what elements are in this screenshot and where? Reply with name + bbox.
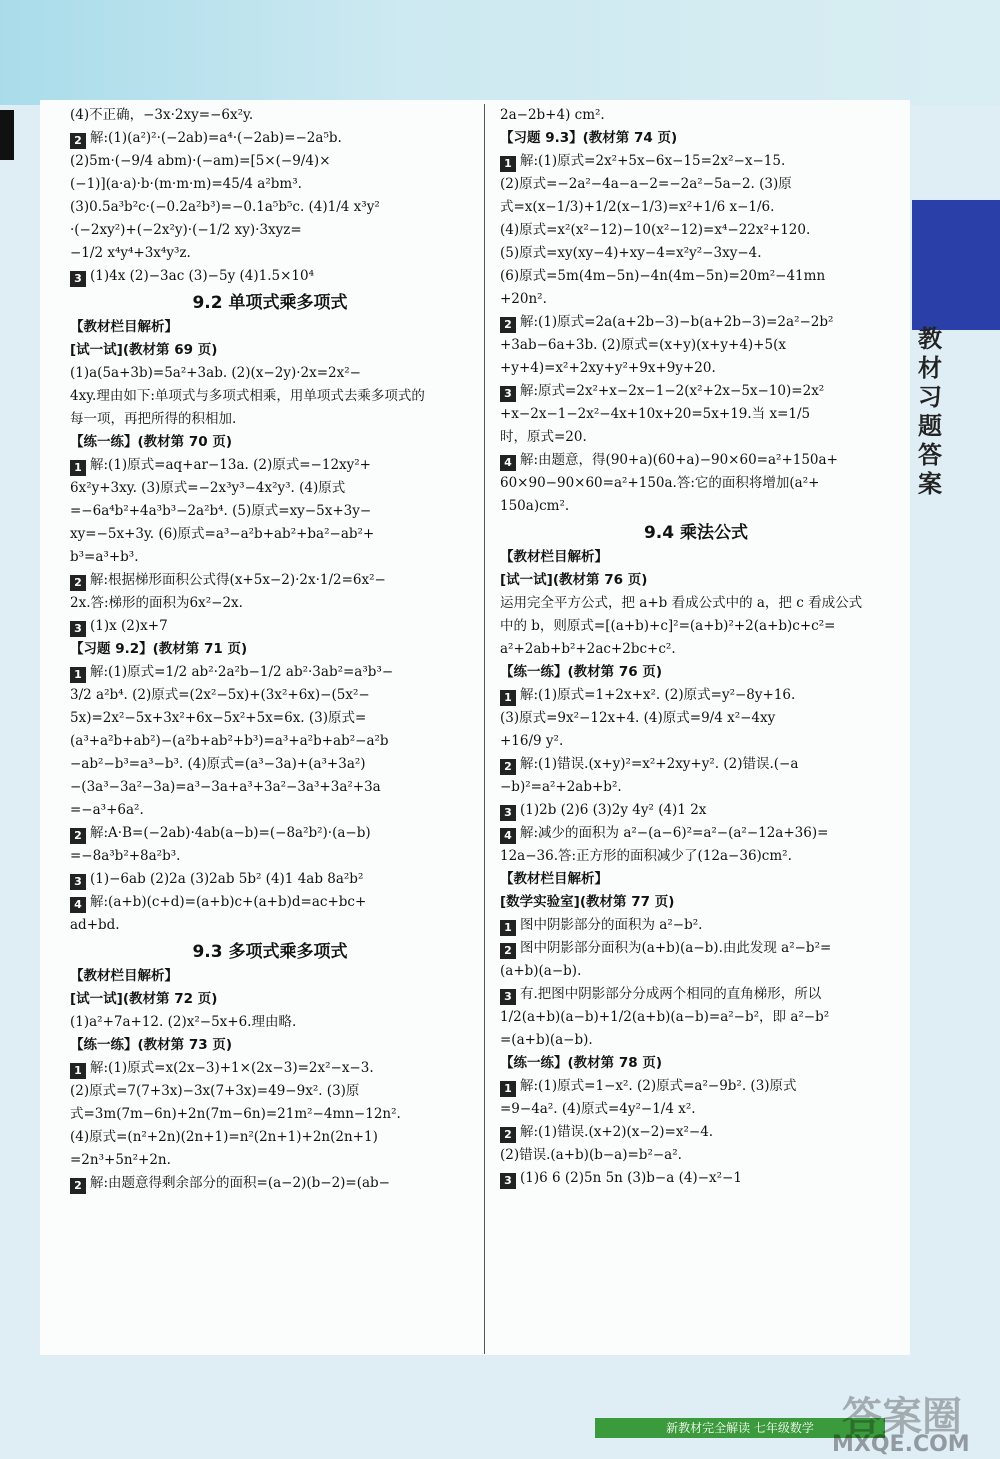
subsection-label: [试一试](教材第 76 页) (500, 572, 648, 588)
question-number-badge: 3 (500, 805, 516, 821)
text-line: +x−2x−1−2x²−4x+10x+20=5x+19.当 x=1/5 (500, 406, 811, 422)
text-line: 150a)cm². (500, 498, 570, 514)
question-number-badge: 3 (500, 386, 516, 402)
text-line: ad+bd. (70, 917, 120, 933)
text-line: xy=−5x+3y. (6)原式=a³−a²b+ab²+ba²−ab²+ (70, 526, 375, 542)
question-number-badge: 3 (70, 621, 86, 637)
text-line: a²+2ab+b²+2ac+2bc+c². (500, 641, 676, 657)
left-column (70, 104, 470, 1195)
subsection-label: 【教材栏目解析】 (500, 871, 608, 887)
text-line: (1)a(5a+3b)=5a²+3ab. (2)(x−2y)·2x=2x²− (70, 365, 361, 381)
subsection-label: 【练一练】(教材第 70 页) (70, 434, 233, 450)
text-line: +16/9 y². (500, 733, 564, 749)
answer-text: (1)2b (2)6 (3)2y 4y² (4)1 2x (520, 802, 707, 818)
answer-text: 解:(1)原式=1+2x+x². (2)原式=y²−8y+16. (520, 687, 796, 703)
answer-text: 解:(1)错误.(x+y)²=x²+2xy+y². (2)错误.(−a (520, 756, 799, 772)
text-line: (6)原式=5m(4m−5n)−4n(4m−5n)=20m²−41mn (500, 268, 826, 284)
question-number-badge: 1 (500, 920, 516, 936)
answer-text: (1)6 6 (2)5n 5n (3)b−a (4)−x²−1 (520, 1170, 742, 1186)
text-line: (2)原式=−2a²−4a−a−2=−2a²−5a−2. (3)原 (500, 176, 792, 192)
numbered-answer (70, 615, 470, 638)
text-line: 60×90−90×60=a²+150a.答:它的面积将增加(a²+ (500, 475, 820, 491)
answer-text: 解:原式=2x²+x−2x−1−2(x²+2x−5x−10)=2x² (520, 383, 825, 399)
answer-text: 解:(a+b)(c+d)=(a+b)c+(a+b)d=ac+bc+ (90, 894, 367, 910)
text-line: 1/2(a+b)(a−b)+1/2(a+b)(a−b)=a²−b²，即 a²−b² (500, 1009, 830, 1025)
section-heading: 9.3 多项式乘多项式 (192, 942, 348, 962)
subsection-label: 【练一练】(教材第 76 页) (500, 664, 663, 680)
text-line: 中的 b，则原式=[(a+b)+c]²=(a+b)²+2(a+b)c+c²= (500, 618, 836, 634)
answer-text: 解:由题意，得(90+a)(60+a)−90×60=a²+150a+ (520, 452, 838, 468)
column-divider (484, 104, 485, 1354)
question-number-badge: 2 (70, 575, 86, 591)
numbered-answer (500, 1075, 892, 1098)
answer-text: 解:减少的面积为 a²−(a−6)²=a²−(a²−12a+36)= (520, 825, 829, 841)
answer-text: 图中阴影部分的面积为 a²−b². (520, 917, 703, 933)
answer-text: 解:(1)(a²)²·(−2ab)=a⁴·(−2ab)=−2a⁵b. (90, 130, 342, 146)
subsection-label: [试一试](教材第 72 页) (70, 991, 218, 1007)
answer-text: (1)x (2)x+7 (90, 618, 168, 634)
question-number-badge: 3 (500, 1173, 516, 1189)
numbered-answer (70, 569, 470, 592)
subsection-label: 【练一练】(教材第 78 页) (500, 1055, 663, 1071)
subsection-label: 【习题 9.3】(教材第 74 页) (500, 130, 678, 146)
question-number-badge: 3 (70, 874, 86, 890)
text-line: +y+4)=x²+2xy+y²+9x+9y+20. (500, 360, 716, 376)
text-line: (−1)](a·a)·b·(m·m·m)=45/4 a²bm³. (70, 176, 302, 192)
text-line: 3/2 a²b⁴. (2)原式=(2x²−5x)+(3x²+6x)−(5x²− (70, 687, 370, 703)
answer-text: 解:(1)原式=1−x². (2)原式=a²−9b². (3)原式 (520, 1078, 797, 1094)
text-line: ·(−2xy²)+(−2x²y)·(−1/2 xy)·3xyz= (70, 222, 302, 238)
text-line: (3)0.5a³b²c·(−0.2a²b³)=−0.1a⁵b⁵c. (4)1/4 x³y² (70, 199, 380, 215)
question-number-badge: 3 (500, 989, 516, 1005)
question-number-badge: 2 (500, 759, 516, 775)
numbered-answer (500, 684, 892, 707)
subsection-label: [试一试](教材第 69 页) (70, 342, 218, 358)
text-line: (4)原式=(n²+2n)(2n+1)=n²(2n+1)+2n(2n+1) (70, 1129, 378, 1145)
footer-book-title: 新教材完全解读 七年级数学 (595, 1418, 885, 1438)
text-line: (3)原式=9x²−12x+4. (4)原式=9/4 x²−4xy (500, 710, 776, 726)
numbered-answer (70, 822, 470, 845)
text-line: 每一项，再把所得的积相加. (70, 411, 237, 427)
text-line: 式=x(x−1/3)+1/2(x−1/3)=x²+1/6 x−1/6. (500, 199, 775, 215)
numbered-answer (70, 868, 470, 891)
text-line: +3ab−6a+3b. (2)原式=(x+y)(x+y+4)+5(x (500, 337, 786, 353)
question-number-badge: 4 (70, 897, 86, 913)
text-line: 2a−2b+4) cm². (500, 107, 605, 123)
numbered-answer (500, 753, 892, 776)
question-number-badge: 4 (500, 455, 516, 471)
text-line: (2)原式=7(7+3x)−3x(7+3x)=49−9x². (3)原 (70, 1083, 360, 1099)
text-line: −b)²=a²+2ab+b². (500, 779, 622, 795)
answer-text: 有.把图中阴影部分分成两个相同的直角梯形，所以 (520, 986, 822, 1002)
numbered-answer (500, 914, 892, 937)
text-line: =−6a⁴b²+4a³b³−2a²b⁴. (5)原式=xy−5x+3y− (70, 503, 372, 519)
question-number-badge: 2 (70, 1178, 86, 1194)
text-line: =−8a³b²+8a²b³. (70, 848, 181, 864)
question-number-badge: 4 (500, 828, 516, 844)
question-number-badge: 3 (70, 271, 86, 287)
numbered-answer (500, 1167, 892, 1190)
numbered-answer (70, 127, 470, 150)
question-number-badge: 1 (500, 1081, 516, 1097)
text-line: 5x)=2x²−5x+3x²+6x−5x²+5x=6x. (3)原式= (70, 710, 367, 726)
top-decoration (0, 0, 1000, 105)
subsection-label: 【教材栏目解析】 (500, 549, 608, 565)
numbered-answer (500, 380, 892, 403)
side-tab (912, 200, 1000, 330)
text-line: 式=3m(7m−6n)+2n(7m−6n)=21m²−4mn−12n². (70, 1106, 401, 1122)
text-line: b³=a³+b³. (70, 549, 139, 565)
question-number-badge: 2 (500, 943, 516, 959)
watermark-site: MXQE.COM (832, 1432, 970, 1457)
numbered-answer (500, 983, 892, 1006)
text-line: (2)5m·(−9/4 abm)·(−am)=[5×(−9/4)× (70, 153, 331, 169)
numbered-answer (70, 661, 470, 684)
question-number-badge: 1 (70, 460, 86, 476)
numbered-answer (500, 799, 892, 822)
text-line: =(a+b)(a−b). (500, 1032, 593, 1048)
answer-text: (1)4x (2)−3ac (3)−5y (4)1.5×10⁴ (90, 268, 314, 284)
numbered-answer (500, 311, 892, 334)
answer-text: 解:A·B=(−2ab)·4ab(a−b)=(−8a²b²)·(a−b) (90, 825, 371, 841)
text-line: (4)不正确，−3x·2xy=−6x²y. (70, 107, 254, 123)
question-number-badge: 2 (500, 317, 516, 333)
left-edge-bar (0, 110, 14, 160)
text-line: =2n³+5n²+2n. (70, 1152, 171, 1168)
answer-text: 解:(1)原式=aq+ar−13a. (2)原式=−12xy²+ (90, 457, 371, 473)
question-number-badge: 2 (70, 133, 86, 149)
side-tab-label: 教材习题答案 (918, 325, 942, 498)
section-heading: 9.4 乘法公式 (643, 523, 749, 543)
answer-text: 解:(1)原式=2x²+5x−6x−15=2x²−x−15. (520, 153, 786, 169)
right-column (500, 104, 892, 1190)
answer-text: 解:由题意得剩余部分的面积=(a−2)(b−2)=(ab− (90, 1175, 390, 1191)
numbered-answer (70, 1057, 470, 1080)
subsection-label: 【练一练】(教材第 73 页) (70, 1037, 233, 1053)
numbered-answer (70, 1172, 470, 1195)
numbered-answer (500, 449, 892, 472)
answer-text: 解:(1)错误.(x+2)(x−2)=x²−4. (520, 1124, 714, 1140)
numbered-answer (500, 1121, 892, 1144)
section-heading: 9.2 单项式乘多项式 (192, 293, 348, 313)
watermark-logo: 答案圈 (842, 1394, 962, 1440)
subsection-label: 【教材栏目解析】 (70, 319, 178, 335)
question-number-badge: 1 (500, 690, 516, 706)
numbered-answer (500, 822, 892, 845)
text-line: (1)a²+7a+12. (2)x²−5x+6.理由略. (70, 1014, 297, 1030)
text-line: −1/2 x⁴y⁴+3x⁴y³z. (70, 245, 191, 261)
question-number-badge: 1 (500, 156, 516, 172)
text-line: −(3a³−3a²−3a)=a³−3a+a³+3a²−3a³+3a²+3a (70, 779, 381, 795)
answer-text: (1)−6ab (2)2a (3)2ab 5b² (4)1 4ab 8a²b² (90, 871, 364, 887)
numbered-answer (500, 937, 892, 960)
numbered-answer (70, 454, 470, 477)
question-number-badge: 1 (70, 667, 86, 683)
text-line: +20n². (500, 291, 547, 307)
subsection-label: 【教材栏目解析】 (70, 968, 178, 984)
answer-text: 解:根据梯形面积公式得(x+5x−2)·2x·1/2=6x²− (90, 572, 386, 588)
text-line: 6x²y+3xy. (3)原式=−2x³y³−4x²y³. (4)原式 (70, 480, 346, 496)
subsection-label: 【习题 9.2】(教材第 71 页) (70, 641, 248, 657)
text-line: −ab²−b³=a³−b³. (4)原式=(a³−3a)+(a³+3a²) (70, 756, 366, 772)
text-line: (a+b)(a−b). (500, 963, 582, 979)
text-line: (a³+a²b+ab²)−(a²b+ab²+b³)=a³+a²b+ab²−a²b (70, 733, 389, 749)
text-line: 4xy.理由如下:单项式与多项式相乘，用单项式去乘多项式的 (70, 388, 425, 404)
question-number-badge: 1 (70, 1063, 86, 1079)
answer-text: 图中阴影部分面积为(a+b)(a−b).由此发现 a²−b²= (520, 940, 832, 956)
text-line: =−a³+6a². (70, 802, 144, 818)
text-line: (5)原式=xy(xy−4)+xy−4=x²y²−3xy−4. (500, 245, 762, 261)
answer-text: 解:(1)原式=x(2x−3)+1×(2x−3)=2x²−x−3. (90, 1060, 374, 1076)
answer-text: 解:(1)原式=1/2 ab²·2a²b−1/2 ab²·3ab²=a³b³− (90, 664, 394, 680)
subsection-label: [数学实验室](教材第 77 页) (500, 894, 675, 910)
text-line: 2x.答:梯形的面积为6x²−2x. (70, 595, 243, 611)
text-line: (4)原式=x²(x²−12)−10(x²−12)=x⁴−22x²+120. (500, 222, 811, 238)
question-number-badge: 2 (500, 1127, 516, 1143)
numbered-answer (70, 891, 470, 914)
numbered-answer (500, 150, 892, 173)
text-line: 时，原式=20. (500, 429, 587, 445)
question-number-badge: 2 (70, 828, 86, 844)
numbered-answer (70, 265, 470, 288)
text-line: =9−4a². (4)原式=4y²−1/4 x². (500, 1101, 696, 1117)
text-line: (2)错误.(a+b)(b−a)=b²−a². (500, 1147, 682, 1163)
text-line: 12a−36.答:正方形的面积减少了(12a−36)cm². (500, 848, 792, 864)
answer-text: 解:(1)原式=2a(a+2b−3)−b(a+2b−3)=2a²−2b² (520, 314, 834, 330)
text-line: 运用完全平方公式，把 a+b 看成公式中的 a，把 c 看成公式 (500, 595, 863, 611)
